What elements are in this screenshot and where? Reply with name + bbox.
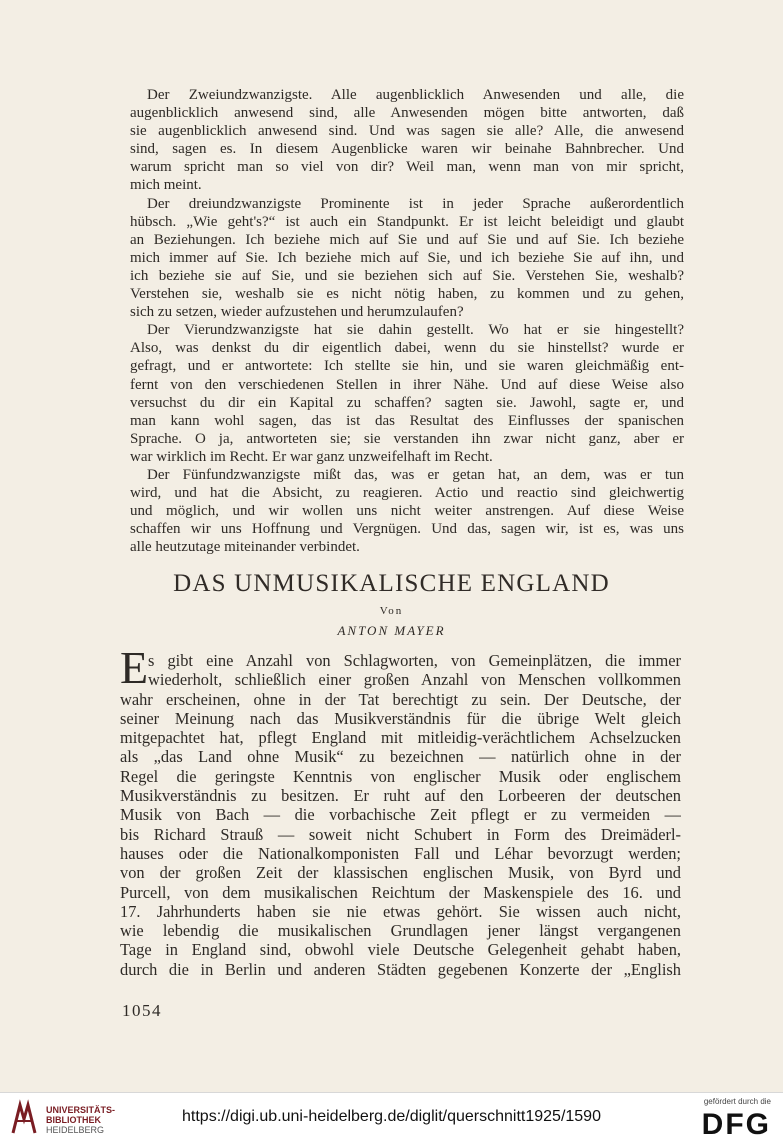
- text-line: gefragt, und er antwortete: Ich stellte sie hin, und sie waren gleichmäßig ent-: [130, 358, 684, 375]
- text-line: mich immer auf Sie. Ich beziehe mich auf Sie, und ich beziehe Sie auf ihn, und: [130, 249, 684, 266]
- article-line: wie lebendig die musikalischen Grundlagen jener längst vergangenen: [120, 921, 681, 941]
- article-body: [120, 651, 681, 979]
- article-line: hauses oder die Nationalkomponisten Fall und Léhar bevorzugt werden;: [120, 843, 681, 863]
- article-line: 17. Jahrhunderts haben sie nie etwas gehört. Sie wissen auch nicht,: [120, 901, 681, 921]
- article-line: Purcell, von dem musikalischen Reichtum der Maskenspiele des 16. und: [120, 882, 681, 902]
- permalink-url[interactable]: https://digi.ub.uni-heidelberg.de/diglit/querschnitt1925/1590: [182, 1108, 601, 1125]
- text-line: Der dreiundzwanzigste Prominente ist in jeder Sprache außerordentlich: [147, 195, 684, 212]
- text-line: sie augenblicklich anwesend sind. Und was sagen sie alle? Alle, die anwesend: [130, 123, 684, 140]
- article-author: ANTON MAYER: [337, 623, 446, 638]
- text-line: hübsch. „Wie geht's?“ ist auch ein Standpunkt. Er ist leicht beleidigt und glaubt: [130, 213, 684, 230]
- article-line: als „das Land ohne Musik“ zu bezeichnen — natürlich ohne in der: [120, 747, 681, 767]
- text-line: Der Zweiundzwanzigste. Alle augenblicklich Anwesenden und alle, die: [147, 87, 684, 103]
- text-line: Sprache. O ja, antworteten sie; sie verstanden ihn zwar nicht ganz, aber er: [130, 430, 684, 447]
- text-line: augenblicklich anwesend sind, alle Anwesenden mögen bitte antworten, daß: [130, 105, 684, 122]
- text-line: Also, was denkst du dir eigentlich dabei, wenn du sie hinstellst? wurde er: [130, 340, 684, 357]
- article-line: wahr erscheinen, ohne in der Tat berechtigt zu sein. Der Deutsche, der: [120, 689, 681, 709]
- text-line: war wirklich im Recht. Er war ganz unzweifelhaft im Recht.: [130, 448, 493, 465]
- library-name-line2: BIBLIOTHEK: [46, 1115, 101, 1125]
- text-line: sich zu setzen, wieder aufzustehen und herumzulaufen?: [130, 304, 464, 321]
- text-line: alle heutzutage miteinander verbindet.: [130, 539, 360, 556]
- text-line: Der Fünfundzwanzigste mißt das, was er getan hat, an dem, was er tun: [147, 466, 684, 483]
- article-line: s gibt eine Anzahl von Schlagworten, von Gemeinplätzen, die immer: [148, 651, 681, 670]
- page-number: 1054: [122, 1001, 162, 1020]
- article-line: Musikverständnis zu besitzen. Er ruht auf den Lorbeeren der deutschen: [120, 786, 681, 806]
- article-line: von der großen Zeit der klassischen englischen Musik, von Byrd und: [120, 863, 681, 883]
- article-line: seiner Meinung nach das Musikverständnis für die übrige Welt gleich: [120, 708, 681, 728]
- viewer-footer: [0, 1092, 783, 1147]
- drop-cap: E: [120, 642, 149, 693]
- text-line: schaffen wir uns Hoffnung und Vergnügen. Und das, sagen wir, ist es, was uns: [130, 521, 684, 538]
- article-title: DAS UNMUSIKALISCHE ENGLAND: [173, 570, 610, 597]
- article-line: Musik von Bach — die vorbachische Zeit pflegt er zu vermeiden —: [120, 805, 681, 825]
- article-line: Tage in England sind, obwohl viele Deutsche Gelegenheit gehabt haben,: [120, 940, 681, 960]
- article-line: wiederholt, schließlich einer großen Anzahl von Menschen vollkommen: [148, 670, 681, 690]
- funding-note: gefördert durch die: [703, 1097, 771, 1106]
- text-line: Der Vierundzwanzigste hat sie dahin gestellt. Wo hat er sie hingestellt?: [147, 322, 684, 339]
- text-line: mich meint.: [130, 177, 202, 194]
- text-line: wird, und hat die Absicht, zu reagieren. Actio und reactio sind gleichwertig: [130, 485, 684, 502]
- text-line: fernt von den verschiedenen Stellen in ihrer Nähe. Und auf diese Weise also: [130, 376, 684, 393]
- article-line: Regel die geringste Kenntnis von englischer Musik oder englischem: [120, 766, 681, 786]
- article-line: mitgepachtet hat, pflegt England mit mitleidig-verächtlichem Achselzucken: [120, 728, 681, 748]
- byline-von: Von: [379, 605, 404, 617]
- text-line: sind, sagen es. In diesem Augenblicke waren wir beinahe Bahnbrecher. Und: [130, 141, 684, 158]
- text-line: Verstehen sie, weshalb sie es nicht nötig haben, zu kommen und zu gehen,: [130, 286, 684, 303]
- text-line: man kann wohl sagen, das ist das Resultat des Einflusses der spanischen: [130, 412, 684, 429]
- article-line: bis Richard Strauß — soweit nicht Schubert in Form des Dreimäderl-: [120, 824, 681, 844]
- text-line: an Beziehungen. Ich beziehe mich auf Sie und auf Sie und auf Sie. Ich beziehe: [130, 231, 684, 248]
- text-line: und möglich, und wir wollen uns nicht weiter anstrengen. Auf diese Weise: [130, 503, 684, 520]
- text-line: warum spricht man so viel von dir? Weil man, wenn man von mir spricht,: [130, 159, 684, 176]
- dfg-logo: DFG: [701, 1108, 771, 1141]
- library-name-line3: HEIDELBERG: [46, 1125, 105, 1135]
- text-line: versuchst du dir ein Kapital zu schaffen? sagten sie. Jawohl, sagte er, und: [130, 394, 684, 411]
- library-name-line1: UNIVERSITÄTS-: [46, 1105, 116, 1115]
- text-line: ich beziehe sie auf Sie, und sie beziehen sich auf Sie. Verstehen Sie, weshalb?: [130, 267, 684, 284]
- text-block-prominente: [130, 86, 684, 556]
- article-line: durch die in Berlin und anderen Städten gegebenen Konzerte der „English: [120, 959, 681, 979]
